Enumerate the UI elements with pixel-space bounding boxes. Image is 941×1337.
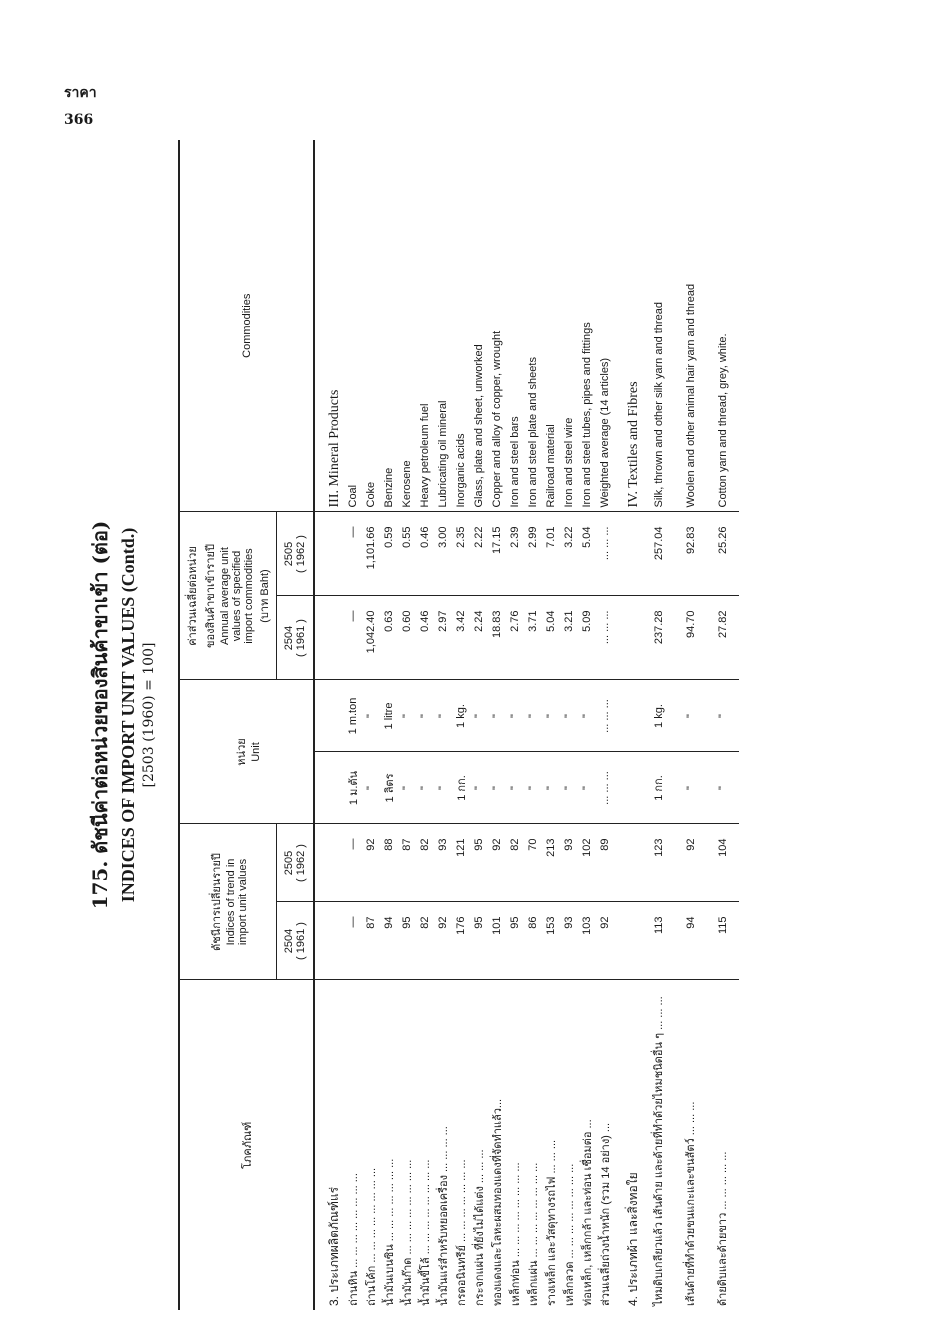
table-row [675,140,707,1310]
header-commodities-en: Commodities [179,140,314,512]
value-1962: 17.15 [488,512,506,596]
unit-en: " [362,680,380,752]
table-row [578,140,596,1310]
value-1961: 27.82 [707,596,739,680]
value-1962: 0.59 [380,512,398,596]
header-unit-en: Unit [249,742,262,762]
unit-en: " [488,680,506,752]
index-1961: — [344,902,362,980]
header-year-2505: 2505 ( 1962 ) [277,824,315,902]
value-1961: 5.04 [542,596,560,680]
index-1961: 86 [524,902,542,980]
unit-thai: 1 ม.ตัน [344,752,362,824]
index-1962: 104 [707,824,739,902]
commodity-thai: ไหมดิบเกลียวแล้ว เส้นด้าย และด้ายที่ทำด้วยไหมชนิดอื่น ๆ ... ... ... [643,980,675,1310]
unit-thai: " [506,752,524,824]
commodity-en: Weighted average (14 articles) [599,357,611,508]
unit-thai: " [675,752,707,824]
table-row [643,140,675,1310]
value-1961: 94.70 [675,596,707,680]
commodity-thai: เส้นด้ายที่ทำด้วยขนแกะและขนสัตว์ ... ... ... [675,980,707,1310]
commodity-en: Railroad material [545,424,557,508]
commodity-en: Benzine [383,467,395,508]
commodity-en: Iron and steel plate and sheets [527,357,539,508]
index-1962: 123 [643,824,675,902]
value-1962: 2.39 [506,512,524,596]
unit-en: 1 kg. [452,680,470,752]
commodity-thai: ท่อเหล็ก, เหล็กกล้า และท่อน เชื่อมต่อ ... [578,980,596,1310]
value-1962: ... ... ... [596,512,614,596]
unit-en: " [578,680,596,752]
index-1962: 88 [380,824,398,902]
commodity-thai: ส่วนเฉลี่ยถ่วงน้ำหนัก (รวม 14 อย่าง) ... [596,980,614,1310]
commodity-en: Lubricating oil mineral [437,400,449,508]
value-1962: 92.83 [675,512,707,596]
unit-en: " [675,680,707,752]
commodity-thai: ถ่านโค้ก ... ... ... ... ... ... ... ... [362,980,380,1310]
unit-en: 1 m.ton [344,680,362,752]
value-1962: 0.55 [398,512,416,596]
unit-en: " [506,680,524,752]
commodity-en: Coal [347,484,359,508]
index-1961: 82 [416,902,434,980]
commodity-thai: น้ำมันเบนซิน ... ... ... ... ... ... ... [380,980,398,1310]
index-1961: 153 [542,902,560,980]
header-average-thai-2: ของสินค้าขาเข้ารายปี [205,544,217,648]
value-1961: 2.76 [506,596,524,680]
title-base-year: [2503 (1960) = 100] [141,642,157,788]
section-textile-en: IV. Textiles and Fibres [625,381,641,508]
commodity-en: Cotton yarn and thread, grey, white. [717,333,729,508]
value-1962: 7.01 [542,512,560,596]
header-average-en-4: (บาท Baht) [259,569,271,623]
value-1961: 0.63 [380,596,398,680]
table-row [707,140,739,1310]
title-block [78,120,157,1310]
index-1962: 121 [452,824,470,902]
unit-thai: " [488,752,506,824]
commodity-thai: น้ำมันก๊าด ... ... ... ... ... ... ... ... [398,980,416,1310]
table-row [416,140,434,1310]
unit-en: " [470,680,488,752]
value-1961: 2.24 [470,596,488,680]
header-unit [179,680,314,824]
table-row [434,140,452,1310]
value-1962: 2.99 [524,512,542,596]
header-average-en-1: Annual average unit [219,547,231,645]
commodity-thai: ทองแดงและโลหะผสมทองแดงที่จัดทำแล้ว... [488,980,506,1310]
value-1962: 2.35 [452,512,470,596]
corner-label: ราคา [64,85,97,101]
title-thai: 175. ดัชนีค่าต่อหน่วยของสินค้าขาเข้า (ต่อ) [88,520,112,910]
commodity-en: Heavy petroleum fuel [419,403,431,508]
table-row [470,140,488,1310]
value-1962: 2.22 [470,512,488,596]
value-1961: 1,042.40 [362,596,380,680]
index-1961: 101 [488,902,506,980]
value-1961: 0.60 [398,596,416,680]
commodity-thai: เหล็กท่อน ... ... ... ... ... ... ... ... [506,980,524,1310]
table-row [488,140,506,1310]
index-1962: 70 [524,824,542,902]
commodity-thai: กรดอนินทรีย์ ... ... ... ... ... ... ... [452,980,470,1310]
unit-en: " [398,680,416,752]
value-1961: ... ... ... [596,596,614,680]
header-average-en-3: import commodities [243,548,255,644]
index-1962: 102 [578,824,596,902]
table-row [542,140,560,1310]
index-1961: 95 [470,902,488,980]
index-1961: 176 [452,902,470,980]
index-1961: 103 [578,902,596,980]
commodity-thai: น้ำมันแร่สำหรับหยอดเครื่อง ... ... ... ... [434,980,452,1310]
index-1961: 92 [434,902,452,980]
unit-thai: " [578,752,596,824]
commodity-en: Iron and steel tubes, pipes and fittings [581,322,593,508]
index-1962: 92 [362,824,380,902]
value-1962: — [344,512,362,596]
index-1962: 213 [542,824,560,902]
table-row [524,140,542,1310]
commodity-en: Copper and alloy of copper, wrought [491,330,503,508]
index-1962: — [344,824,362,902]
unit-thai: 1 ลิตร [380,752,398,824]
index-1962: 93 [560,824,578,902]
unit-thai: " [398,752,416,824]
value-1962: 25.26 [707,512,739,596]
value-1961: 3.71 [524,596,542,680]
table-row [560,140,578,1310]
rotated-page [78,120,878,1310]
commodity-thai: เหล็กแผ่น ... ... ... ... ... ... ... ... [524,980,542,1310]
unit-en: " [524,680,542,752]
value-1962: 1,101.66 [362,512,380,596]
value-1961: 2.97 [434,596,452,680]
unit-en: " [416,680,434,752]
value-1961: 3.21 [560,596,578,680]
unit-thai: " [416,752,434,824]
value-1961: — [344,596,362,680]
unit-thai: " [434,752,452,824]
section-mineral-thai: 3. ประเภทผลิตภัณฑ์แร่ [325,980,344,1310]
value-1961: 18.83 [488,596,506,680]
index-1961: 92 [596,902,614,980]
section-mineral-en: III. Mineral Products [326,389,342,508]
header-average-en-2: values of specified [231,550,243,642]
index-1962: 92 [675,824,707,902]
value-1961: 0.46 [416,596,434,680]
table-row [362,140,380,1310]
title-english: INDICES OF IMPORT UNIT VALUES (Contd.) [118,527,138,903]
unit-thai: " [560,752,578,824]
unit-thai: " [470,752,488,824]
commodity-en: Silk, thrown and other silk yarn and thread [653,302,665,508]
value-1961: 3.42 [452,596,470,680]
index-1961: 93 [560,902,578,980]
unit-thai: 1 กก. [643,752,675,824]
commodity-thai: รางเหล็ก และวัสดุทางรถไฟ ... ... ... [542,980,560,1310]
header-indices-thai: ดัชนีการเปลี่ยนรายปี [211,853,223,951]
commodity-en: Iron and steel wire [563,417,575,508]
value-1961: 237.28 [643,596,675,680]
unit-thai: " [542,752,560,824]
unit-thai: " [524,752,542,824]
page-number: 366 [64,112,94,128]
unit-en: " [560,680,578,752]
import-unit-values-table [178,140,739,1310]
unit-en: ... ... ... [596,680,614,752]
unit-thai: 1 กก. [452,752,470,824]
commodity-en: Iron and steel bars [509,416,521,508]
index-1961: 94 [675,902,707,980]
commodity-en: Inorganic acids [455,433,467,508]
table-row [452,140,470,1310]
index-1962: 87 [398,824,416,902]
unit-en: 1 litre [380,680,398,752]
index-1961: 95 [398,902,416,980]
value-1962: 5.04 [578,512,596,596]
value-1962: 257.04 [643,512,675,596]
unit-en: " [707,680,739,752]
commodity-thai: ด้ายดิบและด้ายขาว ... ... ... ... ... [707,980,739,1310]
unit-en: " [434,680,452,752]
index-1961: 113 [643,902,675,980]
index-1962: 92 [488,824,506,902]
index-1962: 93 [434,824,452,902]
header-unit-thai: หน่วย [235,738,248,766]
commodity-en: Coke [365,481,377,508]
header-average [179,512,277,680]
index-1962: 89 [596,824,614,902]
value-1962: 0.46 [416,512,434,596]
table-row [506,140,524,1310]
commodity-en: Kerosene [401,460,413,508]
header-commodity-thai: โภคภัณฑ์ [179,980,314,1310]
section-row-textile [624,140,643,1310]
index-1961: 95 [506,902,524,980]
section-row-mineral [325,140,344,1310]
table-row [398,140,416,1310]
header-indices-en-1: Indices of trend in [225,858,237,946]
header-indices-en-2: import unit values [237,858,249,946]
unit-en: " [542,680,560,752]
commodity-thai: เหล็กลวด ... ... ... ... ... ... ... ... [560,980,578,1310]
header-year-2504: 2504 ( 1961 ) [277,902,315,980]
value-1962: 3.00 [434,512,452,596]
table-row [596,140,614,1310]
index-1962: 95 [470,824,488,902]
table-row [380,140,398,1310]
table-row [344,140,362,1310]
index-1961: 94 [380,902,398,980]
unit-thai: " [362,752,380,824]
index-1962: 82 [506,824,524,902]
header-year-2504-avg: 2504 ( 1961 ) [277,596,315,680]
index-1962: 82 [416,824,434,902]
unit-thai: ... ... ... [596,752,614,824]
section-textile-thai: 4. ประเภทผ้า และสิ่งทอใย [624,980,643,1310]
index-1961: 115 [707,902,739,980]
unit-en: 1 kg. [643,680,675,752]
value-1962: 3.22 [560,512,578,596]
value-1961: 5.09 [578,596,596,680]
unit-thai: " [707,752,739,824]
commodity-en: Glass, plate and sheet, unworked [473,344,485,508]
header-indices [179,824,277,980]
header-year-2505-avg: 2505 ( 1962 ) [277,512,315,596]
commodity-thai: ถ่านหิน ... ... ... ... ... ... ... ... [344,980,362,1310]
header-average-thai-1: ค่าส่วนเฉลี่ยต่อหน่วย [187,546,199,646]
commodity-thai: กระจกแผ่น ที่ยังไม่ได้แต่ง ... ... ... [470,980,488,1310]
commodity-thai: น้ำมันขี้โล้ ... ... ... ... ... ... ... ... [416,980,434,1310]
index-1961: 87 [362,902,380,980]
commodity-en: Woolen and other animal hair yarn and thread [685,283,697,508]
